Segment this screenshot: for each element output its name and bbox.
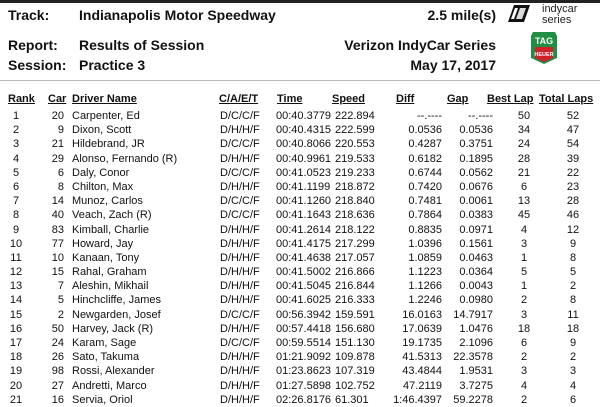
tag-heuer-logo [530, 31, 558, 65]
total-laps-cell: 54 [566, 138, 580, 151]
gap-cell: 0.1561 [459, 237, 493, 250]
caet-cell: D/C/C/F [220, 166, 260, 179]
time-cell: 00:41.4638 [276, 251, 332, 264]
total-laps-cell: 52 [566, 110, 580, 122]
results-table [0, 109, 600, 407]
col-speed: Speed [332, 93, 366, 105]
indycar-flag-icon [506, 2, 532, 24]
total-laps-cell: 12 [566, 223, 580, 236]
best-lap-cell: 5 [520, 266, 528, 279]
best-lap-cell: 24 [517, 138, 531, 151]
car-cell: 14 [51, 195, 64, 208]
time-cell: 00:41.6025 [276, 294, 332, 307]
car-cell: 5 [57, 294, 64, 307]
driver-cell: Howard, Jay [72, 237, 134, 250]
table-header [0, 93, 600, 106]
caet-cell: D/C/C/F [220, 209, 260, 222]
series-logo-text: series [542, 14, 572, 26]
car-cell: 7 [57, 280, 64, 293]
gap-cell: 0.0676 [459, 180, 493, 193]
caet-cell: D/H/H/F [220, 124, 260, 137]
gap-cell: 22.3578 [453, 351, 493, 364]
diff-cell: 17.0639 [402, 322, 442, 335]
diff-cell: 0.7481 [408, 195, 442, 208]
car-cell: 10 [51, 251, 64, 264]
time-cell: 00:56.3942 [276, 308, 332, 321]
diff-cell: 1.1223 [408, 266, 442, 279]
table-row [0, 265, 600, 279]
car-cell: 26 [51, 351, 64, 364]
gap-cell: 0.3751 [459, 138, 493, 151]
car-cell: 24 [51, 337, 64, 349]
table-row [0, 251, 600, 265]
table-row [0, 364, 600, 378]
speed-cell: 218.872 [335, 180, 375, 193]
speed-cell: 219.533 [335, 152, 375, 165]
table-row [0, 109, 600, 123]
table-row [0, 350, 600, 364]
car-cell: 20 [51, 110, 64, 122]
speed-cell: 216.844 [335, 280, 375, 293]
time-cell: 00:41.0523 [276, 166, 332, 179]
car-cell: 2 [57, 308, 64, 321]
gap-cell: 0.0061 [459, 195, 493, 208]
session-date: May 17, 2017 [410, 57, 496, 73]
gap-cell: --.---- [467, 110, 493, 122]
time-cell: 00:41.1643 [276, 209, 332, 222]
report-header [0, 0, 600, 80]
speed-cell: 109.878 [335, 351, 375, 364]
rank-cell: 4 [12, 152, 20, 165]
col-driver: Driver Name [72, 93, 137, 105]
rank-cell: 3 [12, 138, 20, 151]
time-cell: 02:26.8176 [276, 393, 332, 406]
total-laps-cell: 11 [567, 308, 579, 321]
total-laps-cell: 9 [569, 337, 577, 349]
best-lap-cell: 1 [520, 251, 528, 264]
rank-cell: 18 [9, 351, 23, 364]
diff-cell: 1.0859 [408, 251, 442, 264]
speed-cell: 61.301 [335, 393, 369, 406]
caet-cell: D/C/C/F [220, 308, 260, 321]
speed-cell: 216.333 [335, 294, 375, 307]
rank-cell: 13 [9, 280, 23, 293]
driver-cell: Hinchcliffe, James [72, 294, 162, 307]
total-laps-cell: 2 [569, 351, 577, 364]
gap-cell: 0.0536 [459, 124, 493, 137]
driver-cell: Kanaan, Tony [72, 251, 140, 264]
driver-cell: Servia, Oriol [72, 393, 133, 406]
car-cell: 98 [51, 365, 64, 378]
table-row [0, 208, 600, 222]
car-cell: 77 [51, 237, 64, 250]
rank-cell: 17 [9, 337, 23, 349]
gap-cell: 3.7275 [459, 379, 493, 392]
table-row [0, 308, 600, 322]
table-row [0, 336, 600, 350]
best-lap-cell: 6 [520, 180, 528, 193]
best-lap-cell: 34 [517, 124, 531, 137]
best-lap-cell: 28 [517, 152, 531, 165]
diff-cell: 43.4844 [402, 365, 442, 378]
speed-cell: 107.319 [335, 365, 375, 378]
indycar-logo [506, 0, 592, 28]
caet-cell: D/H/H/F [220, 365, 260, 378]
diff-cell: 0.7864 [408, 209, 442, 222]
indycar-logo-text: indycar [542, 3, 578, 15]
caet-cell: D/H/H/F [220, 393, 260, 406]
best-lap-cell: 2 [520, 294, 528, 307]
total-laps-cell: 47 [566, 124, 580, 137]
table-row [0, 237, 600, 251]
driver-cell: Newgarden, Josef [72, 308, 161, 321]
table-row [0, 379, 600, 393]
gap-cell: 0.0383 [459, 209, 493, 222]
total-laps-cell: 4 [569, 379, 577, 392]
total-laps-cell: 5 [569, 266, 577, 279]
caet-cell: D/H/H/F [220, 180, 260, 193]
caet-cell: D/C/C/F [220, 110, 260, 122]
caet-cell: D/H/H/F [220, 280, 260, 293]
driver-cell: Sato, Takuma [72, 351, 140, 364]
driver-cell: Munoz, Carlos [72, 195, 143, 208]
driver-cell: Harvey, Jack (R) [72, 322, 154, 335]
time-cell: 00:59.5514 [276, 337, 332, 349]
speed-cell: 156.680 [335, 322, 375, 335]
time-cell: 01:21.9092 [276, 351, 332, 364]
driver-cell: Chilton, Max [72, 180, 134, 193]
table-row [0, 293, 600, 307]
total-laps-cell: 28 [566, 195, 580, 208]
table-row [0, 279, 600, 293]
col-best-lap: Best Lap [487, 93, 534, 105]
col-rank: Rank [8, 93, 35, 105]
track-distance: 2.5 mile(s) [427, 7, 496, 23]
car-cell: 15 [51, 266, 64, 279]
diff-cell: 0.0536 [408, 124, 442, 137]
total-laps-cell: 39 [566, 152, 580, 165]
table-row [0, 166, 600, 180]
rank-cell: 7 [12, 195, 20, 208]
caet-cell: D/H/H/F [220, 266, 260, 279]
time-cell: 00:57.4418 [276, 322, 332, 335]
car-cell: 6 [57, 166, 64, 179]
caet-cell: D/C/C/F [220, 195, 260, 208]
diff-cell: 0.6744 [408, 166, 442, 179]
best-lap-cell: 45 [517, 209, 531, 222]
col-total-laps: Total Laps [539, 93, 594, 105]
col-time: Time [277, 93, 303, 105]
diff-cell: 1:46.4397 [393, 393, 442, 406]
rank-cell: 9 [12, 223, 20, 236]
car-cell: 21 [51, 138, 64, 151]
caet-cell: D/H/H/F [220, 322, 260, 335]
speed-cell: 218.840 [335, 195, 375, 208]
rank-cell: 1 [12, 110, 20, 122]
speed-cell: 222.894 [335, 110, 375, 122]
caet-cell: D/H/H/F [220, 379, 260, 392]
diff-cell: 1.2246 [408, 294, 442, 307]
total-laps-cell: 18 [566, 322, 580, 335]
car-cell: 9 [57, 124, 64, 137]
gap-cell: 0.0562 [459, 166, 493, 179]
total-laps-cell: 3 [569, 365, 577, 378]
time-cell: 00:41.1260 [276, 195, 332, 208]
table-row [0, 194, 600, 208]
speed-cell: 151.130 [335, 337, 375, 349]
table-row [0, 180, 600, 194]
caet-cell: D/C/C/F [220, 138, 260, 151]
caet-cell: D/H/H/F [220, 351, 260, 364]
speed-cell: 218.122 [335, 223, 375, 236]
total-laps-cell: 9 [569, 237, 577, 250]
series-name: Verizon IndyCar Series [344, 37, 496, 53]
speed-cell: 159.591 [335, 308, 375, 321]
time-cell: 00:40.4315 [276, 124, 332, 137]
col-diff: Diff [396, 93, 415, 105]
rank-cell: 2 [12, 124, 20, 137]
session-label: Session: [8, 57, 67, 73]
best-lap-cell: 13 [517, 195, 531, 208]
caet-cell: D/H/H/F [220, 251, 260, 264]
time-cell: 00:41.5045 [276, 280, 332, 293]
speed-cell: 222.599 [335, 124, 375, 137]
report-value: Results of Session [79, 37, 205, 53]
header-separator [0, 80, 600, 81]
col-gap: Gap [447, 93, 469, 105]
speed-cell: 219.233 [335, 166, 375, 179]
table-row [0, 223, 600, 237]
total-laps-cell: 23 [566, 180, 580, 193]
car-cell: 29 [51, 152, 64, 165]
svg-text:TAG: TAG [534, 36, 554, 46]
total-laps-cell: 8 [569, 251, 577, 264]
car-cell: 83 [51, 223, 64, 236]
driver-cell: Hildebrand, JR [72, 138, 145, 151]
rank-cell: 16 [9, 322, 23, 335]
gap-cell: 1.9531 [459, 365, 493, 378]
rank-cell: 6 [12, 180, 20, 193]
gap-cell: 0.0463 [459, 251, 493, 264]
driver-cell: Carpenter, Ed [72, 110, 140, 122]
best-lap-cell: 2 [520, 351, 528, 364]
diff-cell: 0.6182 [408, 152, 442, 165]
speed-cell: 217.299 [335, 237, 375, 250]
best-lap-cell: 50 [517, 110, 531, 122]
total-laps-cell: 46 [566, 209, 580, 222]
driver-cell: Alonso, Fernando (R) [72, 152, 178, 165]
time-cell: 00:41.2614 [276, 223, 332, 236]
best-lap-cell: 3 [520, 237, 528, 250]
rank-cell: 19 [9, 365, 23, 378]
driver-cell: Kimball, Charlie [72, 223, 150, 236]
diff-cell: 0.4287 [408, 138, 442, 151]
speed-cell: 218.636 [335, 209, 375, 222]
speed-cell: 220.553 [335, 138, 375, 151]
time-cell: 00:40.8066 [276, 138, 332, 151]
car-cell: 40 [51, 209, 64, 222]
best-lap-cell: 1 [520, 280, 528, 293]
rank-cell: 20 [9, 379, 23, 392]
caet-cell: D/H/H/F [220, 152, 260, 165]
diff-cell: 19.1735 [402, 337, 442, 349]
total-laps-cell: 8 [569, 294, 577, 307]
table-row [0, 322, 600, 336]
gap-cell: 2.1096 [459, 337, 493, 349]
gap-cell: 0.0980 [459, 294, 493, 307]
time-cell: 00:41.1199 [276, 180, 331, 193]
car-cell: 50 [51, 322, 64, 335]
driver-cell: Rahal, Graham [72, 266, 147, 279]
table-row [0, 137, 600, 151]
speed-cell: 217.057 [335, 251, 375, 264]
diff-cell: 1.1266 [408, 280, 442, 293]
caet-cell: D/H/H/F [220, 294, 260, 307]
car-cell: 16 [51, 393, 64, 406]
gap-cell: 0.0364 [459, 266, 493, 279]
time-cell: 00:40.3779 [276, 110, 332, 122]
track-label: Track: [8, 7, 50, 23]
diff-cell: 1.0396 [408, 237, 442, 250]
gap-cell: 1.0476 [459, 322, 493, 335]
report-label: Report: [8, 37, 58, 53]
car-cell: 8 [57, 180, 64, 193]
rank-cell: 11 [10, 251, 22, 264]
session-value: Practice 3 [79, 57, 146, 73]
rank-cell: 15 [9, 308, 23, 321]
col-caet: C/A/E/T [219, 93, 259, 105]
best-lap-cell: 21 [517, 166, 531, 179]
time-cell: 00:40.9961 [276, 152, 332, 165]
total-laps-cell: 22 [566, 166, 580, 179]
diff-cell: 16.0163 [402, 308, 442, 321]
driver-cell: Andretti, Marco [72, 379, 147, 392]
best-lap-cell: 6 [520, 337, 528, 349]
gap-cell: 0.0043 [459, 280, 493, 293]
best-lap-cell: 4 [520, 223, 528, 236]
rank-cell: 10 [9, 237, 23, 250]
driver-cell: Karam, Sage [72, 337, 137, 349]
table-row [0, 123, 600, 137]
speed-cell: 216.866 [335, 266, 375, 279]
driver-cell: Aleshin, Mikhail [72, 280, 149, 293]
gap-cell: 0.0971 [459, 223, 493, 236]
diff-cell: 47.2119 [403, 379, 442, 392]
time-cell: 00:41.4175 [276, 237, 332, 250]
rank-cell: 21 [9, 393, 23, 406]
caet-cell: D/H/H/F [220, 237, 260, 250]
best-lap-cell: 3 [520, 308, 528, 321]
total-laps-cell: 2 [569, 280, 577, 293]
gap-cell: 0.1895 [459, 152, 493, 165]
svg-text:HEUER: HEUER [534, 52, 554, 58]
best-lap-cell: 18 [517, 322, 531, 335]
gap-cell: 59.2278 [453, 393, 493, 406]
driver-cell: Dixon, Scott [72, 124, 132, 137]
diff-cell: 0.8835 [408, 223, 442, 236]
rank-cell: 8 [12, 209, 20, 222]
col-car: Car [48, 93, 67, 105]
rank-cell: 12 [9, 266, 23, 279]
time-cell: 01:27.5898 [276, 379, 332, 392]
rank-cell: 14 [9, 294, 23, 307]
driver-cell: Rossi, Alexander [72, 365, 155, 378]
time-cell: 01:23.8623 [276, 365, 332, 378]
gap-cell: 14.7917 [453, 308, 493, 321]
speed-cell: 102.752 [335, 379, 375, 392]
best-lap-cell: 2 [520, 393, 528, 406]
car-cell: 27 [51, 379, 64, 392]
total-laps-cell: 6 [569, 393, 577, 406]
table-row [0, 152, 600, 166]
track-value: Indianapolis Motor Speedway [79, 7, 276, 23]
best-lap-cell: 3 [520, 365, 528, 378]
diff-cell: 0.7420 [408, 180, 442, 193]
caet-cell: D/H/H/F [220, 223, 260, 236]
diff-cell: --.---- [416, 110, 442, 122]
time-cell: 00:41.5002 [276, 266, 332, 279]
driver-cell: Daly, Conor [72, 166, 130, 179]
rank-cell: 5 [12, 166, 20, 179]
driver-cell: Veach, Zach (R) [72, 209, 152, 222]
caet-cell: D/C/C/F [220, 337, 260, 349]
best-lap-cell: 4 [520, 379, 528, 392]
diff-cell: 41.5313 [402, 351, 442, 364]
